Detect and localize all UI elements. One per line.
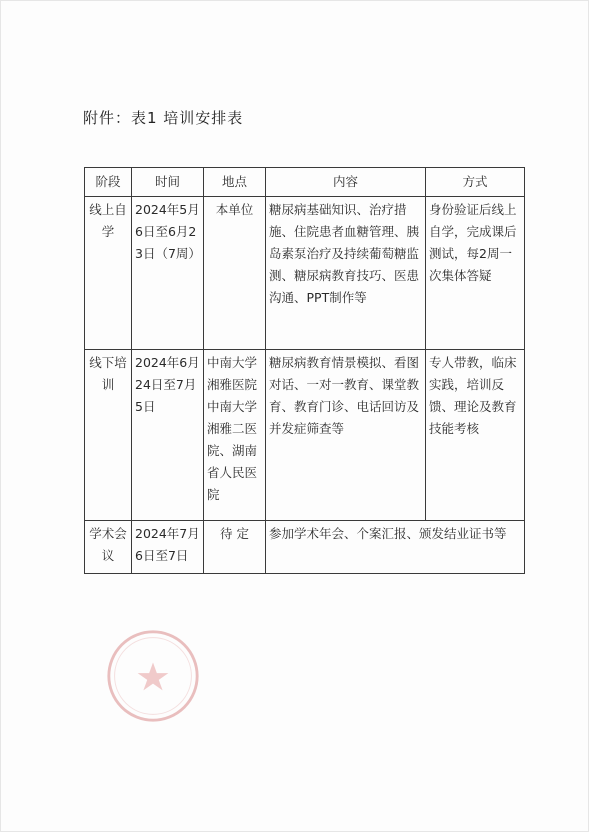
table-header-row bbox=[85, 168, 525, 197]
cell-place: 本单位 bbox=[204, 197, 266, 350]
cell-content: 参加学术年会、个案汇报、颁发结业证书等 bbox=[266, 521, 525, 574]
header-content: 内容 bbox=[266, 168, 426, 197]
cell-place: 中南大学湘雅医院中南大学湘雅二医院、湖南省人民医院 bbox=[204, 350, 266, 521]
cell-method: 身份验证后线上自学，完成课后测试，每2周一次集体答疑 bbox=[426, 197, 525, 350]
header-place: 地点 bbox=[204, 168, 266, 197]
schedule-table bbox=[84, 167, 525, 574]
table-row bbox=[85, 197, 525, 350]
cell-stage: 线上自学 bbox=[85, 197, 132, 350]
red-seal-star-icon bbox=[105, 628, 201, 724]
cell-time: 2024年5月6日至6月23日（7周） bbox=[132, 197, 204, 350]
cell-time: 2024年6月24日至7月5日 bbox=[132, 350, 204, 521]
table-row bbox=[85, 521, 525, 574]
page-title: 附件：表1 培训安排表 bbox=[83, 109, 244, 127]
cell-time: 2024年7月6日至7日 bbox=[132, 521, 204, 574]
header-time: 时间 bbox=[132, 168, 204, 197]
header-stage: 阶段 bbox=[85, 168, 132, 197]
header-method: 方式 bbox=[426, 168, 525, 197]
cell-place: 待 定 bbox=[204, 521, 266, 574]
table-row bbox=[85, 350, 525, 521]
cell-method: 专人带教，临床实践，培训反馈、理论及教育技能考核 bbox=[426, 350, 525, 521]
cell-content: 糖尿病教育情景模拟、看图对话、一对一教育、课堂教育、教育门诊、电话回访及并发症筛查等 bbox=[266, 350, 426, 521]
cell-content: 糖尿病基础知识、治疗措施、住院患者血糖管理、胰岛素泵治疗及持续葡萄糖监测、糖尿病教育技巧、医患沟通、PPT制作等 bbox=[266, 197, 426, 350]
cell-stage: 线下培训 bbox=[85, 350, 132, 521]
cell-stage: 学术会议 bbox=[85, 521, 132, 574]
